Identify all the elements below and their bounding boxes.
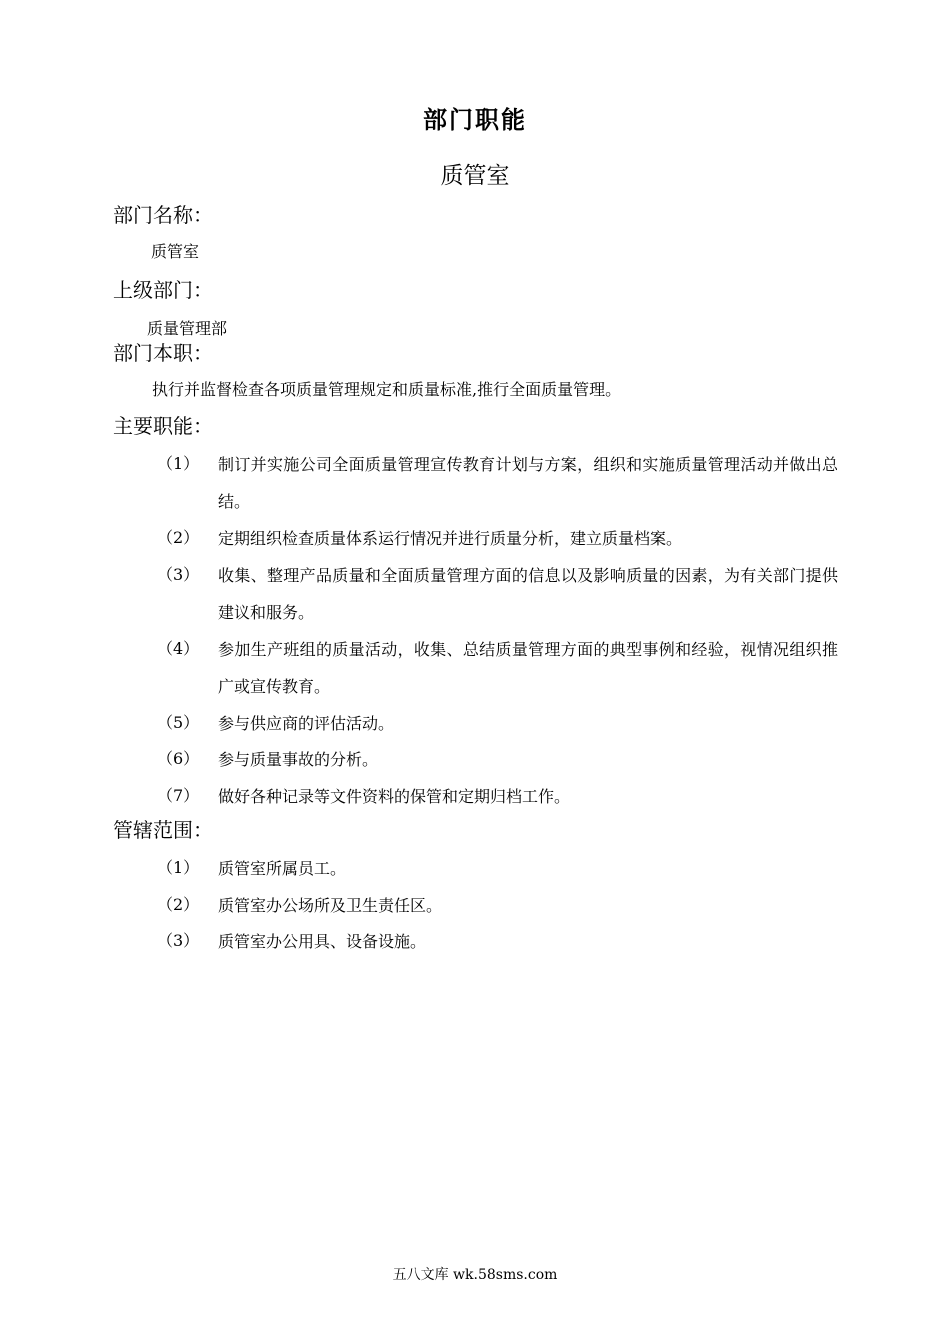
function-item-text: 参加生产班组的质量活动，收集、总结质量管理方面的典型事例和经验，视情况组织推广或宣传教育。 bbox=[218, 640, 838, 696]
scope-item-text: 质管室办公用具、设备设施。 bbox=[218, 932, 427, 951]
function-item-number: （2） bbox=[157, 528, 200, 547]
function-item-text: 参与质量事故的分析。 bbox=[218, 750, 379, 769]
section-heading-dept-name: 部门名称： bbox=[113, 203, 213, 227]
function-item-number: （5） bbox=[157, 713, 200, 732]
function-item-text: 定期组织检查质量体系运行情况并进行质量分析，建立质量档案。 bbox=[218, 529, 683, 548]
function-item-number: （6） bbox=[157, 749, 200, 768]
dept-name-value: 质管室 bbox=[151, 242, 200, 261]
scope-item-number: （1） bbox=[157, 858, 200, 877]
duty-value: 执行并监督检查各项质量管理规定和质量标准,推行全面质量管理。 bbox=[152, 380, 622, 399]
footer-watermark-text: 五八文库 wk.58sms.com bbox=[392, 1267, 558, 1283]
scope-item-number: （2） bbox=[157, 895, 200, 914]
function-item-text: 做好各种记录等文件资料的保管和定期归档工作。 bbox=[218, 787, 571, 806]
document-title: 部门职能 bbox=[423, 106, 527, 134]
function-item-number: （4） bbox=[157, 639, 200, 658]
function-item-number: （1） bbox=[157, 454, 200, 473]
section-heading-scope: 管辖范围： bbox=[113, 818, 213, 842]
function-item-number: （3） bbox=[157, 565, 200, 584]
function-item-text: 收集、整理产品质量和全面质量管理方面的信息以及影响质量的因素，为有关部门提供建议和服务。 bbox=[218, 566, 838, 622]
function-item-text: 制订并实施公司全面质量管理宣传教育计划与方案，组织和实施质量管理活动并做出总结。 bbox=[218, 455, 838, 511]
function-item-text: 参与供应商的评估活动。 bbox=[218, 714, 395, 733]
document-subtitle: 质管室 bbox=[440, 163, 510, 189]
scope-item-number: （3） bbox=[157, 931, 200, 950]
scope-item-text: 质管室所属员工。 bbox=[218, 859, 347, 878]
function-item-number: （7） bbox=[157, 786, 200, 805]
section-heading-functions: 主要职能： bbox=[113, 414, 213, 438]
section-heading-parent-dept: 上级部门： bbox=[113, 278, 213, 302]
scope-item-text: 质管室办公场所及卫生责任区。 bbox=[218, 896, 443, 915]
parent-dept-value: 质量管理部 bbox=[147, 319, 228, 338]
section-heading-duty: 部门本职： bbox=[113, 341, 213, 365]
